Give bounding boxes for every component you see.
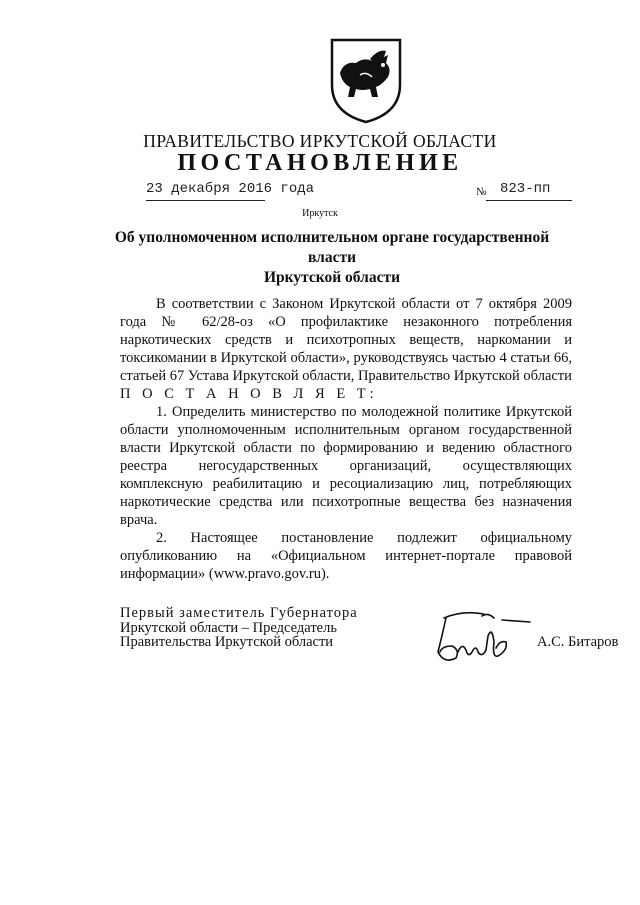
item-1-paragraph: 1. Определить министерство по молодежной политике Иркутской области уполномоченным исполнительным органом государственной власти Иркутской области по формированию и ведению областного реестра негосударственных организаций, осуществляющих комплексную реабилитацию и ресоциализацию лиц, потребляющих наркотические средства или психотропные вещества без назначения врача. — [120, 404, 572, 528]
signer-position-line-1: Первый заместитель Губернатора — [120, 605, 358, 621]
document-number: 823-пп — [500, 181, 551, 197]
signer-name: А.С. Битаров — [537, 634, 619, 650]
title-line-1: Об уполномоченном исполнительном органе государственной власти — [114, 229, 550, 266]
number-label: № — [476, 186, 487, 198]
resolve-heading: П О С Т А Н О В Л Я Е Т: — [120, 386, 378, 402]
number-underline — [486, 200, 572, 201]
date-underline — [146, 200, 265, 201]
title-line-2: Иркутской области — [263, 269, 401, 286]
signer-position-line-2: Иркутской области – Председатель — [120, 619, 337, 636]
intro-paragraph: В соответствии с Законом Иркутской области от 7 октября 2009 года № 62/28-оз «О профилактике незаконного потребления наркотических средств и психотропных веществ, наркомании и токсикомании в Иркутской области», руководствуясь частью 4 статьи 66, статьей 67 Устава Иркутской области, Правительство Иркутской области — [120, 296, 572, 384]
government-name: ПРАВИТЕЛЬСТВО ИРКУТСКОЙ ОБЛАСТИ — [143, 131, 497, 151]
document-body — [120, 295, 572, 583]
document-title — [96, 228, 568, 288]
handwritten-signature-icon — [422, 606, 532, 668]
signer-position-line-3: Правительства Иркутской области — [120, 634, 334, 650]
item-2-paragraph: 2. Настоящее постановление подлежит официальному опубликованию на «Официальном интернет-портале правовой информации» (www.pravo.gov.ru). — [120, 530, 572, 582]
document-date: 23 декабря 2016 года — [146, 181, 315, 197]
document-type: ПОСТАНОВЛЕНИЕ — [177, 150, 463, 176]
irkutsk-coat-of-arms-icon — [326, 35, 406, 125]
signer-position — [120, 606, 358, 650]
issue-city: Иркутск — [302, 208, 338, 219]
